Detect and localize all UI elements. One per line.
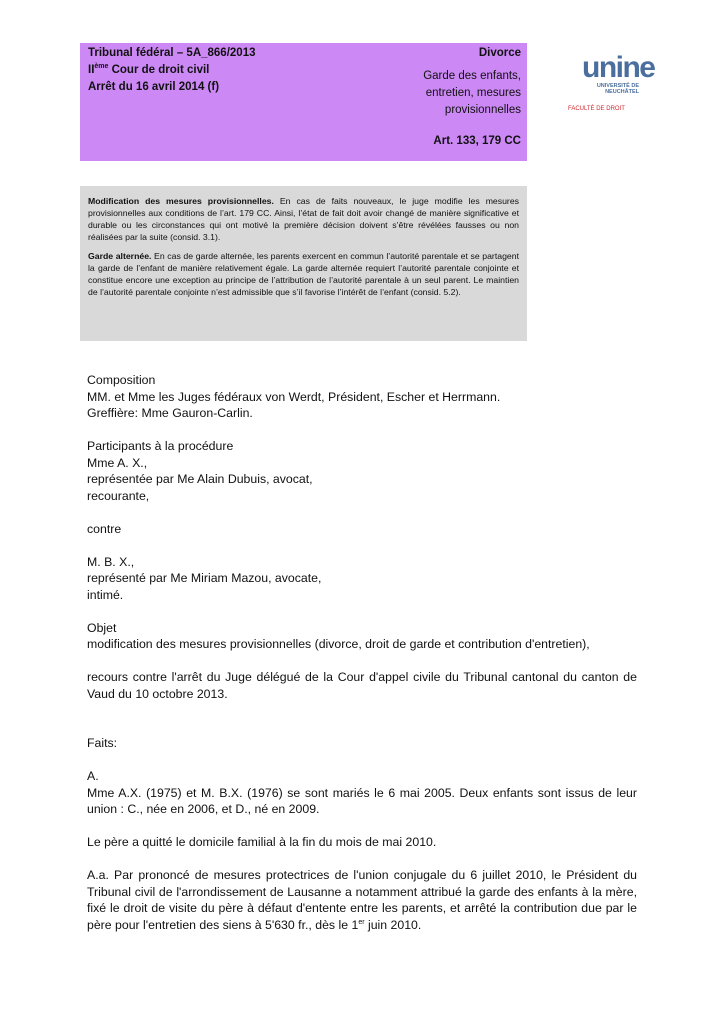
faculty-name: FACULTÉ DE DROIT <box>568 106 625 112</box>
university-line: NEUCHÂTEL <box>605 89 639 95</box>
subjects <box>423 68 521 119</box>
object: modification des mesures provisionnelles (divorce, droit de garde et contribution d'entretien), <box>87 637 590 651</box>
subject-line: provisionnelles <box>444 104 521 116</box>
chamber-sup: ème <box>94 63 109 71</box>
summary-title: Garde alternée. <box>88 251 152 261</box>
header-right <box>423 45 521 119</box>
court-reference: Tribunal fédéral – 5A_866/2013 <box>88 47 256 59</box>
chamber <box>88 62 255 79</box>
composition-label: Composition <box>87 373 156 387</box>
decision-date: Arrêt du 16 avril 2014 (f) <box>88 81 220 93</box>
summary-title: Modification des mesures provisionnelles. <box>88 196 274 206</box>
judges: MM. et Mme les Juges fédéraux von Werdt, Président, Escher et Herrmann. <box>87 389 501 404</box>
university-name <box>582 83 639 95</box>
party-respondent-role: intimé. <box>87 587 124 602</box>
fact-paragraph: Mme A.X. (1975) et M. B.X. (1976) se sont mariés le 6 mai 2005. Deux enfants sont issus de leur union : C., née en 2006, et D., né en 2009. <box>87 785 637 816</box>
university-line: UNIVERSITÉ DE <box>596 83 639 89</box>
section-a: A. <box>87 769 99 783</box>
subject-line: Garde des enfants, <box>423 70 521 82</box>
versus: contre <box>87 521 122 536</box>
participants-label: Participants à la procédure <box>87 439 234 453</box>
chamber-suffix: Cour de droit civil <box>108 64 210 76</box>
object-label: Objet <box>87 620 117 635</box>
clerk: Greffière: Mme Gauron-Carlin. <box>87 406 253 420</box>
party-respondent: M. B. X., <box>87 554 135 569</box>
fact-text: A.a. Par prononcé de mesures protectrices de l'union conjugale du 6 juillet 2010, le Président du Tribunal civil de l'arrondissement de Lausanne a notamment attribué la garde des enfants à la mère, fixé le droit de visite du père à défaut d'entente entre les parents, et arrêté la contribution due par le père pour l'entretien des siens à 5'630 fr., dès le 1 <box>87 868 637 932</box>
fact-paragraph: Le père a quitté le domicile familial à la fin du mois de mai 2010. <box>87 835 437 849</box>
summary-box <box>80 186 527 341</box>
svg-text:unine: unine <box>582 51 655 84</box>
party-respondent-rep: représenté par Me Miriam Mazou, avocate, <box>87 571 322 585</box>
summary-paragraph <box>88 250 519 298</box>
decision-body <box>87 372 637 933</box>
summary-text: En cas de garde alternée, les parents exercent en commun l’autorité parentale et se partagent la garde de l’enfant de manière relativement égale. La garde alternée requiert l’autorité parentale conjointe et constitue encore une exception au principe de l’attribution de l’autorité parentale à un seul parent. Le maintien de l’autorité parentale conjointe n’est admissible que s’il favorise l’intérêt de l’enfant (consid. 5.2). <box>88 251 519 297</box>
decision-header <box>80 43 527 161</box>
party-appellant: Mme A. X., <box>87 455 148 470</box>
summary-paragraph <box>88 195 519 243</box>
facts-label: Faits: <box>87 736 118 750</box>
fact-paragraph <box>87 867 637 933</box>
articles: Art. 133, 179 CC <box>433 135 521 147</box>
summary-text: En cas de faits nouveaux, le juge modifie les mesures provisionnelles aux conditions de l’art. 179 CC. Ainsi, l’état de fait doit avoir changé de manière significative et durable ou les circonstances qui ont motivé la première décision doivent s’être révélées fausses ou non réalisées par la suite (consid. 3.1). <box>88 196 520 242</box>
subject-line: entretien, mesures <box>425 87 521 99</box>
party-appellant-rep: représentée par Me Alain Dubuis, avocat, <box>87 472 313 486</box>
unine-wordmark-icon <box>566 50 666 84</box>
unine-logo <box>566 50 666 120</box>
fact-sup: er <box>358 918 365 926</box>
fact-text: juin 2010. <box>364 917 422 932</box>
topic: Divorce <box>478 47 521 59</box>
party-appellant-role: recourante, <box>87 488 150 503</box>
header-left <box>88 45 255 96</box>
appeal: recours contre l'arrêt du Juge délégué de la Cour d'appel civile du Tribunal cantonal du canton de Vaud du 10 octobre 2013. <box>87 670 637 701</box>
chamber-prefix: II <box>88 64 95 76</box>
